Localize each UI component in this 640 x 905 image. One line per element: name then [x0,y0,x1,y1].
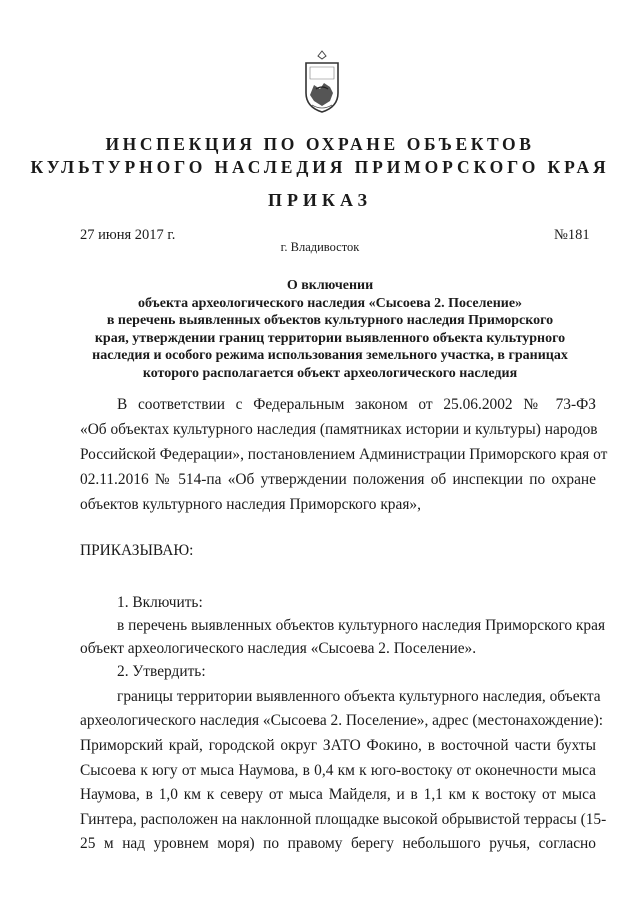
subject-line: О включении [286,278,374,293]
item1-text-line: объект археологического наследия «Сысоева 2. Поселение». [80,640,477,657]
document-type-title: ПРИКАЗ [267,190,373,210]
subject-line: края, утверждении границ территории выявленного объекта культурного [94,330,566,346]
item2-text-line: Приморский край, городской округ ЗАТО Фокино, в восточной части бухты [80,737,596,754]
preamble-line: 02.11.2016 № 514-па «Об утверждении положения об инспекции по охране [80,471,596,488]
subject-line: которого располагается объект археологического наследия [142,365,518,381]
document-city: г. Владивосток [280,240,360,254]
subject-line: в перечень выявленных объектов культурного наследия Приморского [106,313,554,328]
preamble-line: объектов культурного наследия Приморского края», [80,496,421,513]
document-number: №181 [554,227,590,243]
document-date: 27 июня 2017 г. [80,227,176,243]
item2-text-line: Наумова, в 1,0 км к северу от мыса Майделя, и в 1,1 км к востоку от мыса [80,786,596,803]
item2-text-line: Сысоева к югу от мыса Наумова, в 0,4 км к юго-востоку от оконечности мыса [80,762,596,779]
order-word: ПРИКАЗЫВАЮ: [80,542,194,559]
preamble-line: Российской Федерации», постановлением Администрации Приморского края от [80,446,608,463]
item1-text-line: в перечень выявленных объектов культурного наследия Приморского края [117,617,606,634]
organization-name-line2: КУЛЬТУРНОГО НАСЛЕДИЯ ПРИМОРСКОГО КРАЯ [30,157,610,177]
order-subject [70,277,590,382]
preamble-line: В соответствии с Федеральным законом от 25.06.2002 № 73-ФЗ [117,396,596,413]
coat-of-arms-emblem [300,49,344,115]
item2-text-line: Гинтера, расположен на наклонной площадке высокой обрывистой террасы (15- [80,811,607,828]
subject-line: наследия и особого режима использования земельного участка, в границах [92,348,568,363]
subject-line: объекта археологического наследия «Сысоева 2. Поселение» [137,295,523,311]
preamble-line: «Об объектах культурного наследия (памятниках истории и культуры) народов [80,421,598,438]
organization-name-line1: ИНСПЕКЦИЯ ПО ОХРАНЕ ОБЪЕКТОВ [105,134,535,154]
item2-text-line: границы территории выявленного объекта культурного наследия, объекта [117,688,601,705]
item1-title: 1. Включить: [117,594,203,611]
item2-text-line: археологического наследия «Сысоева 2. Поселение», адрес (местонахождение): [80,712,604,729]
item2-title: 2. Утвердить: [117,663,206,680]
item2-text-line: 25 м над уровнем моря) по правому берегу небольшого ручья, согласно [80,835,596,852]
